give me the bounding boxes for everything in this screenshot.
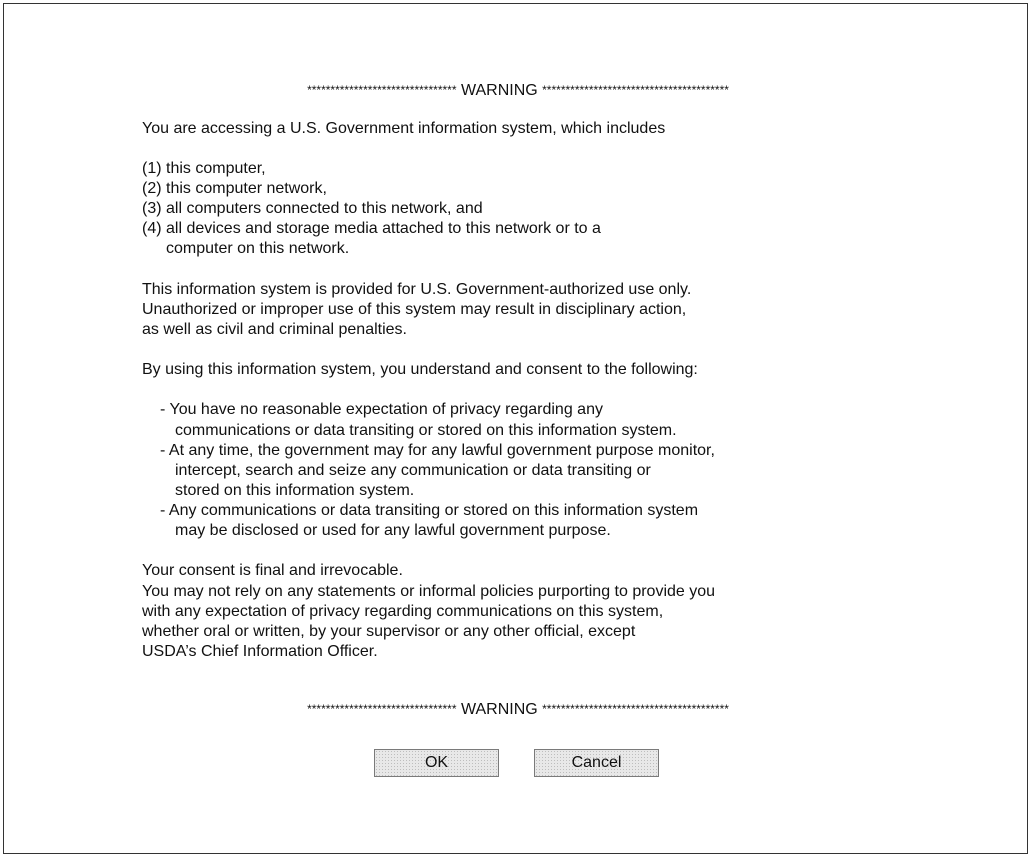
provided-text: Unauthorized or improper use of this system may result in disciplinary action, — [142, 301, 687, 318]
list-item-continuation: computer on this network. — [166, 240, 350, 257]
consent-point-continuation: stored on this information system. — [175, 482, 415, 499]
consent-point: - You have no reasonable expectation of privacy regarding any — [160, 401, 603, 418]
final-text: with any expectation of privacy regarding communications on this system, — [142, 603, 664, 620]
list-item: (1) this computer, — [142, 160, 266, 177]
warning-banner-top — [0, 80, 1036, 101]
consent-point: - At any time, the government may for any lawful government purpose monitor, — [160, 442, 715, 459]
consent-point-continuation: intercept, search and seize any communication or data transiting or — [175, 462, 651, 479]
list-item: (4) all devices and storage media attached to this network or to a — [142, 220, 601, 237]
final-text: whether oral or written, by your supervisor or any other official, except — [142, 623, 636, 640]
warning-stars-right: **************************************** — [542, 83, 729, 97]
warning-stars-left: ******************************** — [307, 702, 457, 716]
consent-point: - Any communications or data transiting or stored on this information system — [160, 502, 699, 519]
provided-text: This information system is provided for U.S. Government-authorized use only. — [142, 281, 692, 298]
provided-text: as well as civil and criminal penalties. — [142, 321, 407, 338]
consent-point-continuation: communications or data transiting or stored on this information system. — [175, 422, 677, 439]
consent-intro: By using this information system, you understand and consent to the following: — [142, 361, 698, 378]
warning-label: WARNING — [460, 701, 538, 718]
list-item: (2) this computer network, — [142, 180, 327, 197]
warning-stars-left: ******************************** — [307, 83, 457, 97]
warning-stars-right: **************************************** — [542, 702, 729, 716]
intro-text: You are accessing a U.S. Government information system, which includes — [142, 120, 666, 137]
final-text: USDA’s Chief Information Officer. — [142, 643, 378, 660]
cancel-button[interactable]: Cancel — [534, 749, 659, 777]
list-item: (3) all computers connected to this network, and — [142, 200, 483, 217]
warning-banner-bottom — [0, 699, 1036, 720]
warning-label: WARNING — [460, 82, 538, 99]
ok-button[interactable]: OK — [374, 749, 499, 777]
final-text: You may not rely on any statements or informal policies purporting to provide you — [142, 583, 716, 600]
consent-point-continuation: may be disclosed or used for any lawful government purpose. — [175, 522, 611, 539]
final-text: Your consent is final and irrevocable. — [142, 562, 403, 579]
